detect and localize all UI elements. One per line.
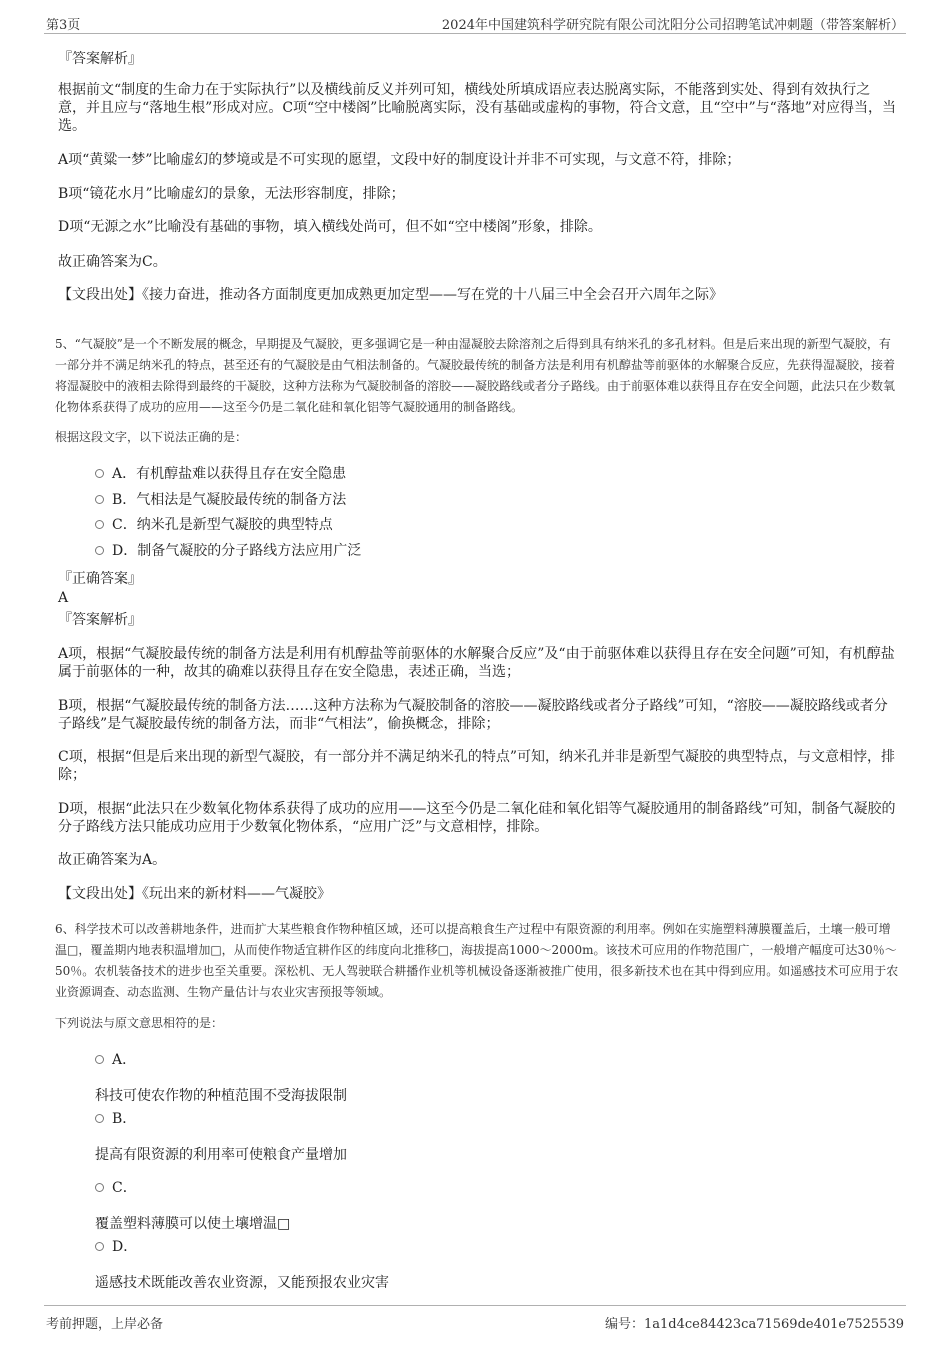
q4-explain-option-a: A项“黄粱一梦”比喻虚幻的梦境或是不可实现的愿望，文段中好的制度设计并非不可实现，与文意不符，排除； — [58, 152, 741, 168]
q6-option-a-text: 科技可使农作物的种植范围不受海拔限制 — [95, 1088, 347, 1104]
q5-explain-option-b: B项，根据“气凝胶最传统的制备方法……这种方法称为气凝胶制备的溶胶——凝胶路线或者分子路线”可知，“溶胶——凝胶路线或者分子路线”是气凝胶最传统的制备方法，而非“气相法”，偷换概念，排除； — [58, 698, 888, 732]
q5-source: 【文段出处】《玩出来的新材料——气凝胶》 — [58, 886, 331, 902]
q4-explain-option-d: D项“无源之水”比喻没有基础的事物，填入横线处尚可，但不如“空中楼阁”形象，排除。 — [58, 219, 602, 235]
q5-option-b[interactable] — [95, 491, 346, 509]
q5-option-d-label: D．制备气凝胶的分子路线方法应用广泛 — [112, 543, 362, 559]
radio-icon[interactable] — [95, 1242, 104, 1251]
q5-stem: 5、“气凝胶”是一个不断发展的概念，早期提及气凝胶，更多强调它是一种由湿凝胶去除溶剂之后得到具有纳米孔的多孔材料。但是后来出现的新型气凝胶，有一部分并不满足纳米孔的特点，甚至还有的气凝胶是由气相法制备的。气凝胶最传统的制备方法是利用有机醇盐等前驱体的水解聚合反应，先获得湿凝胶，接着将湿凝胶中的液相去除得到最终的干凝胶，这种方法称为气凝胶制备的溶胶——凝胶路线或者分子路线。由于前驱体难以获得且存在安全问题，此法只在少数氧化物体系获得了成功的应用——这至今仍是二氧化硅和氧化铝等气凝胶通用的制备路线。 — [55, 337, 896, 414]
q6-option-b-text: 提高有限资源的利用率可使粮食产量增加 — [95, 1147, 347, 1163]
q5-correct-answer: A — [58, 590, 69, 606]
q6-option-d[interactable] — [95, 1238, 137, 1256]
q4-explain-option-b: B项“镜花水月”比喻虚幻的景象，无法形容制度，排除； — [58, 186, 405, 202]
q5-explain-option-a: A项，根据“气凝胶最传统的制备方法是利用有机醇盐等前驱体的水解聚合反应”及“由于前驱体难以获得且存在安全问题”可知，有机醇盐属于前驱体的一种，故其的确难以获得且存在安全隐患，表述正确，当选； — [58, 646, 895, 680]
footer-slogan: 考前押题，上岸必备 — [46, 1317, 164, 1332]
radio-icon[interactable] — [95, 1055, 104, 1064]
q6-option-b[interactable] — [95, 1110, 136, 1128]
radio-icon[interactable] — [95, 495, 104, 504]
q5-option-a-label: A．有机醇盐难以获得且存在安全隐患 — [112, 466, 347, 482]
q6-option-d-text: 遥感技术既能改善农业资源，又能预报农业灾害 — [95, 1275, 389, 1291]
q5-option-c-label: C．纳米孔是新型气凝胶的典型特点 — [112, 517, 333, 533]
q5-correct-label: 『正确答案』 — [58, 571, 142, 587]
document-title: 2024年中国建筑科学研究院有限公司沈阳分公司招聘笔试冲刺题（带答案解析） — [441, 18, 904, 33]
q5-explain-label: 『答案解析』 — [58, 612, 142, 628]
q6-option-c[interactable] — [95, 1179, 137, 1197]
footer-divider — [44, 1305, 906, 1306]
q5-explain-option-c: C项，根据“但是后来出现的新型气凝胶，有一部分并不满足纳米孔的特点”可知，纳米孔并非是新型气凝胶的典型特点，与文意相悖，排除； — [58, 749, 896, 783]
q6-option-c-letter: C． — [112, 1180, 137, 1196]
q5-option-d[interactable] — [95, 542, 361, 560]
radio-icon[interactable] — [95, 1114, 104, 1123]
q4-source: 【文段出处】《接力奋进，推动各方面制度更加成熟更加定型——写在党的十八届三中全会召开六周年之际》 — [58, 287, 723, 303]
q5-option-a[interactable] — [95, 465, 346, 483]
radio-icon[interactable] — [95, 520, 104, 529]
q6-prompt: 下列说法与原文意思相符的是： — [55, 1016, 224, 1030]
q4-explain-p1: 根据前文“制度的生命力在于实际执行”以及横线前反义并列可知，横线处所填成语应表达脱离实际，不能落到实处、得到有效执行之意，并且应与“落地生根”形成对应。C项“空中楼阁”比喻脱离实际，没有基础或虚构的事物，符合文意，且“空中”与“落地”对应得当，当选。 — [58, 82, 896, 134]
q5-option-c[interactable] — [95, 516, 333, 534]
q6-option-a[interactable] — [95, 1051, 136, 1069]
q6-option-c-text: 覆盖塑料薄膜可以使土壤增温□ — [95, 1216, 291, 1232]
q5-explain-option-d: D项，根据“此法只在少数氧化物体系获得了成功的应用——这至今仍是二氧化硅和氧化铝等气凝胶通用的制备路线”可知，制备气凝胶的分子路线方法只能成功应用于少数氧化物体系，“应用广泛”与文意相悖，排除。 — [58, 801, 896, 835]
q5-option-b-label: B．气相法是气凝胶最传统的制备方法 — [112, 492, 347, 508]
q5-prompt: 根据这段文字，以下说法正确的是： — [55, 430, 248, 444]
header-divider — [44, 33, 906, 34]
q4-explain-label: 『答案解析』 — [58, 51, 142, 67]
radio-icon[interactable] — [95, 469, 104, 478]
q6-stem: 6、科学技术可以改善耕地条件，进而扩大某些粮食作物种植区域，还可以提高粮食生产过程中有限资源的利用率。例如在实施塑料薄膜覆盖后，土壤一般可增温□，覆盖期内地表积温增加□，从而使作物适宜耕作区的纬度向北推移□，海拔提高1000～2000m。该技术可应用的作物范围广，一般增产幅度可达30％～50％。农机装备技术的进步也至关重要。深松机、无人驾驶联合耕播作业机等机械设备逐渐被推广使用，很多新技术也在其中得到应用。如遥感技术可应用于农业资源调查、动态监测、生物产量估计与农业灾害预报等领域。 — [55, 922, 899, 999]
page-number: 第3页 — [46, 18, 81, 33]
q5-conclusion: 故正确答案为A。 — [58, 852, 167, 868]
q6-option-d-letter: D． — [112, 1239, 138, 1255]
radio-icon[interactable] — [95, 546, 104, 555]
q6-option-a-letter: A． — [112, 1052, 137, 1068]
q4-conclusion: 故正确答案为C。 — [58, 254, 167, 270]
document-id: 编号：1a1d4ce84423ca71569de401e7525539 — [604, 1317, 904, 1332]
q6-option-b-letter: B． — [112, 1111, 137, 1127]
radio-icon[interactable] — [95, 1183, 104, 1192]
